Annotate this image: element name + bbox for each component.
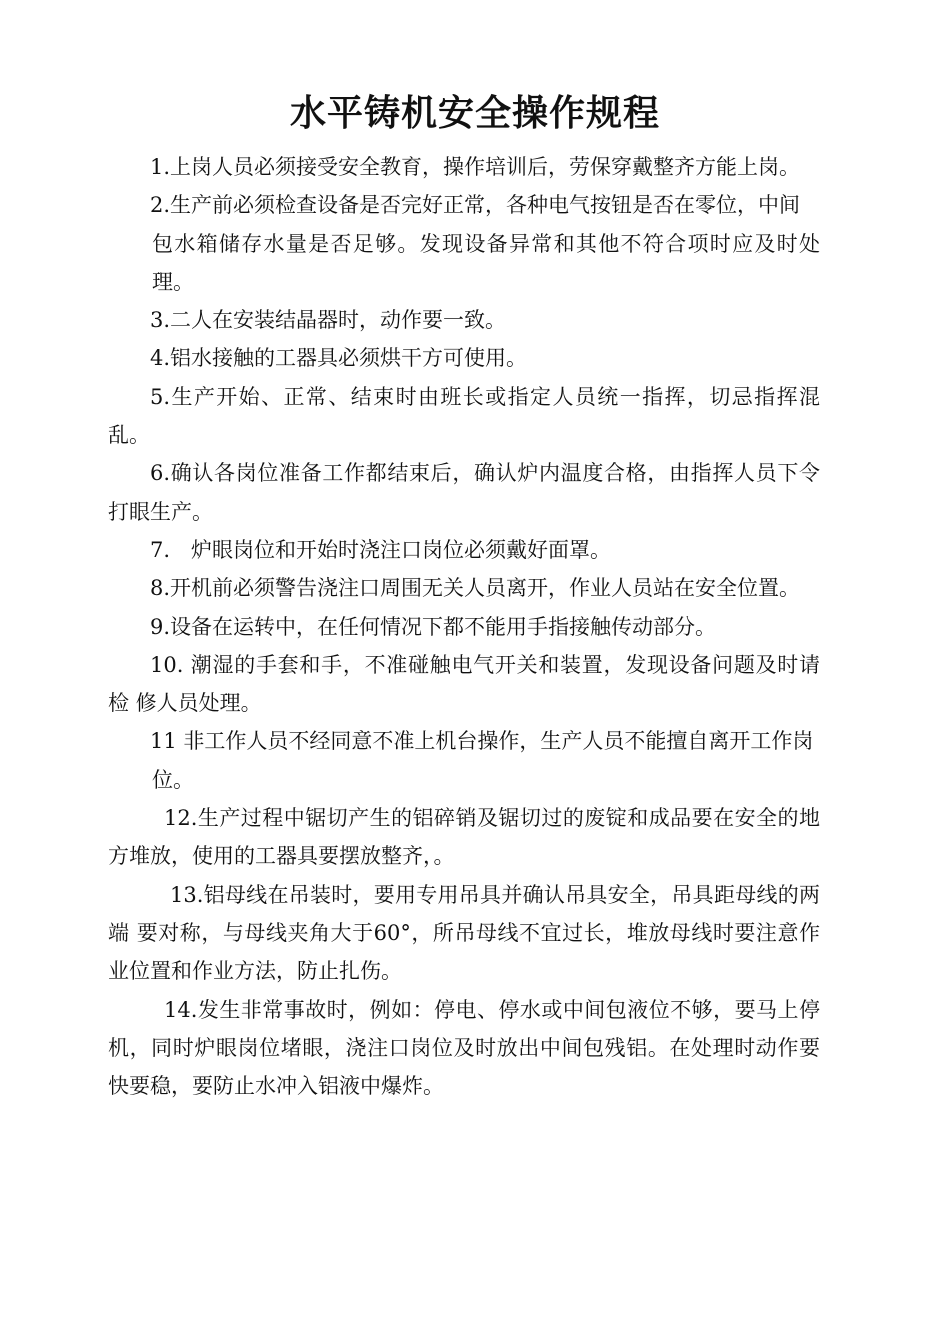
- rule-2-continuation: 包水箱储存水量是否足够。发现设备异常和其他不符合项时应及时处理。: [152, 231, 820, 294]
- rule-10: 10. 潮湿的手套和手，不准碰触电气开关和装置，发现设备问题及时请检 修人员处理。: [108, 652, 820, 716]
- rule-1: 1.上岗人员必须接受安全教育，操作培训后，劳保穿戴整齐方能上岗。: [150, 155, 801, 179]
- rule-5: 5.生产开始、正常、结束时由班长或指定人员统一指挥，切忌指挥混乱。: [108, 384, 820, 448]
- rule-11-continuation: 位。: [152, 767, 194, 792]
- rule-8: 8.开机前必须警告浇注口周围无关人员离开，作业人员站在安全位置。: [150, 576, 801, 601]
- rule-6: 6.确认各岗位准备工作都结束后，确认炉内温度合格，由指挥人员下令打眼生产。: [108, 461, 820, 524]
- rule-4: 4.铝水接触的工器具必须烘干方可使用。: [150, 346, 528, 371]
- rule-2: 2.生产前必须检查设备是否完好正常，各种电气按钮是否在零位，中间: [150, 193, 801, 218]
- rule-13: 13.铝母线在吊装时，要用专用吊具并确认吊具安全，吊具距母线的两端 要对称，与母线夹角大于60°，所吊母线不宜过长，堆放母线时要注意作业位置和作业方法，防止扎伤。: [108, 882, 820, 984]
- rule-11: 11 非工作人员不经同意不准上机台操作，生产人员不能擅自离开工作岗: [150, 729, 814, 754]
- rule-3: 3.二人在安装结晶器时，动作要一致。: [150, 308, 507, 333]
- rule-7: 7. 炉眼岗位和开始时浇注口岗位必须戴好面罩。: [150, 537, 612, 562]
- document-body: [108, 148, 820, 1105]
- rule-14: 14.发生非常事故时，例如：停电、停水或中间包液位不够，要马上停机，同时炉眼岗位堵眼，浇注口岗位及时放出中间包残铝。在处理时动作要 快要稳，要防止水冲入铝液中爆炸。: [108, 997, 820, 1099]
- rule-9: 9.设备在运转中，在任何情况下都不能用手指接触传动部分。: [150, 614, 717, 639]
- document-title: 水平铸机安全操作规程: [289, 93, 660, 134]
- rule-12: 12.生产过程中锯切产生的铝碎销及锯切过的废锭和成品要在安全的地 方堆放，使用的工器具要摆放整齐，。: [108, 806, 820, 869]
